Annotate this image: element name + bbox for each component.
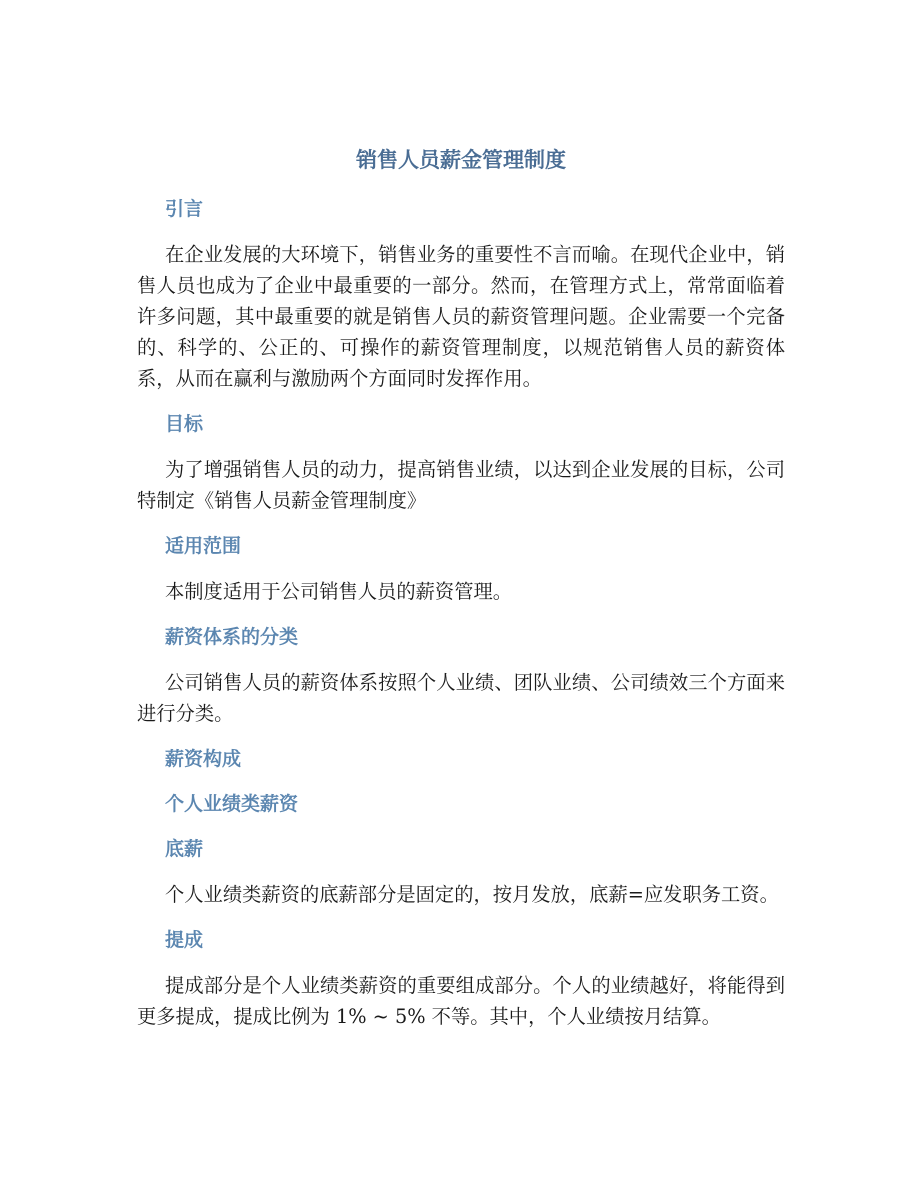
document-title: 销售人员薪金管理制度: [356, 148, 566, 172]
heading-commission: 提成: [165, 929, 204, 951]
paragraph-base: 个人业绩类薪资的底薪部分是固定的，按月发放，底薪=应发职务工资。: [165, 883, 779, 906]
heading-personal: 个人业绩类薪资: [165, 793, 299, 815]
heading-composition: 薪资构成: [165, 748, 242, 770]
heading-classification: 薪资体系的分类: [165, 626, 299, 648]
heading-base: 底薪: [165, 838, 204, 860]
heading-scope: 适用范围: [165, 535, 242, 557]
paragraph-goal: 为了增强销售人员的动力，提高销售业绩，以达到企业发展的目标，公司特制定《销售人员薪金管理制度》: [137, 458, 785, 512]
paragraph-scope: 本制度适用于公司销售人员的薪资管理。: [165, 580, 513, 603]
paragraph-commission: 提成部分是个人业绩类薪资的重要组成部分。个人的业绩越好，将能得到更多提成，提成比例为 1% ~ 5% 不等。其中，个人业绩按月结算。: [137, 974, 785, 1028]
heading-goal: 目标: [165, 413, 204, 435]
document-body: [137, 142, 785, 1032]
heading-intro: 引言: [165, 198, 204, 220]
paragraph-classification: 公司销售人员的薪资体系按照个人业绩、团队业绩、公司绩效三个方面来进行分类。: [137, 671, 785, 725]
paragraph-intro: 在企业发展的大环境下，销售业务的重要性不言而喻。在现代企业中，销售人员也成为了企业中最重要的一部分。然而，在管理方式上，常常面临着许多问题，其中最重要的就是销售人员的薪资管理问题。企业需要一个完备的、科学的、公正的、可操作的薪资管理制度，以规范销售人员的薪资体系，从而在赢利与激励两个方面同时发挥作用。: [137, 243, 785, 390]
